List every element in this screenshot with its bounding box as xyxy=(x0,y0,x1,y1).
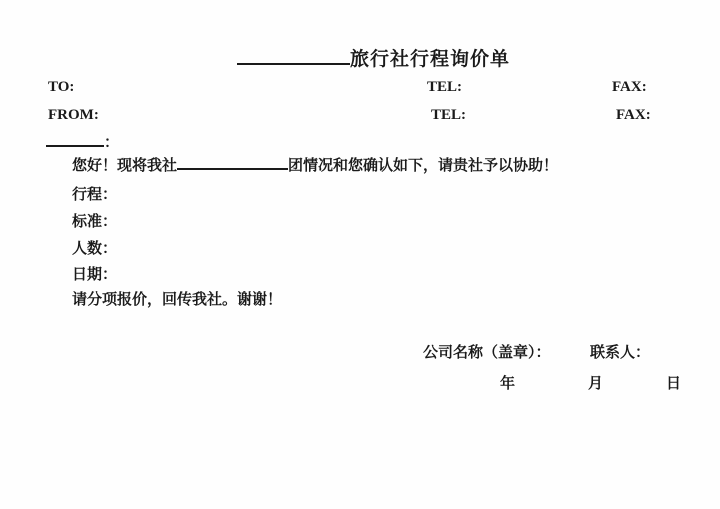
tel-label-row1: TEL: xyxy=(427,79,463,95)
contact-person-label: 联系人： xyxy=(590,345,651,361)
note-line: 请分项报价，回传我社。谢谢！ xyxy=(72,292,283,308)
field-label-headcount: 人数： xyxy=(72,241,118,257)
to-label: TO: xyxy=(48,79,75,95)
field-label-itinerary: 行程： xyxy=(72,187,118,203)
page-title: 旅行社行程询价单 xyxy=(350,49,511,70)
field-label-standard: 标准： xyxy=(72,214,118,230)
document-title-row xyxy=(237,50,510,69)
greeting-suffix: 团情况和您确认如下，请贵社予以协助！ xyxy=(288,158,559,174)
company-name-label: 公司名称（盖章）： xyxy=(423,345,551,361)
tel-label-row2: TEL: xyxy=(431,107,467,123)
salutation-blank-line xyxy=(46,145,104,147)
fax-label-row1: FAX: xyxy=(612,79,647,95)
field-label-date: 日期： xyxy=(72,267,118,283)
year-label: 年 xyxy=(500,376,516,392)
salutation-line xyxy=(46,136,119,151)
fax-label-row2: FAX: xyxy=(616,107,651,123)
salutation-colon: ： xyxy=(104,135,120,151)
month-label: 月 xyxy=(588,376,604,392)
from-label: FROM: xyxy=(48,107,99,123)
day-label: 日 xyxy=(666,376,682,392)
greeting-prefix: 您好！现将我社 xyxy=(72,158,178,174)
title-blank-line xyxy=(237,63,350,65)
group-name-blank-line xyxy=(177,168,288,170)
greeting-line xyxy=(72,159,558,174)
